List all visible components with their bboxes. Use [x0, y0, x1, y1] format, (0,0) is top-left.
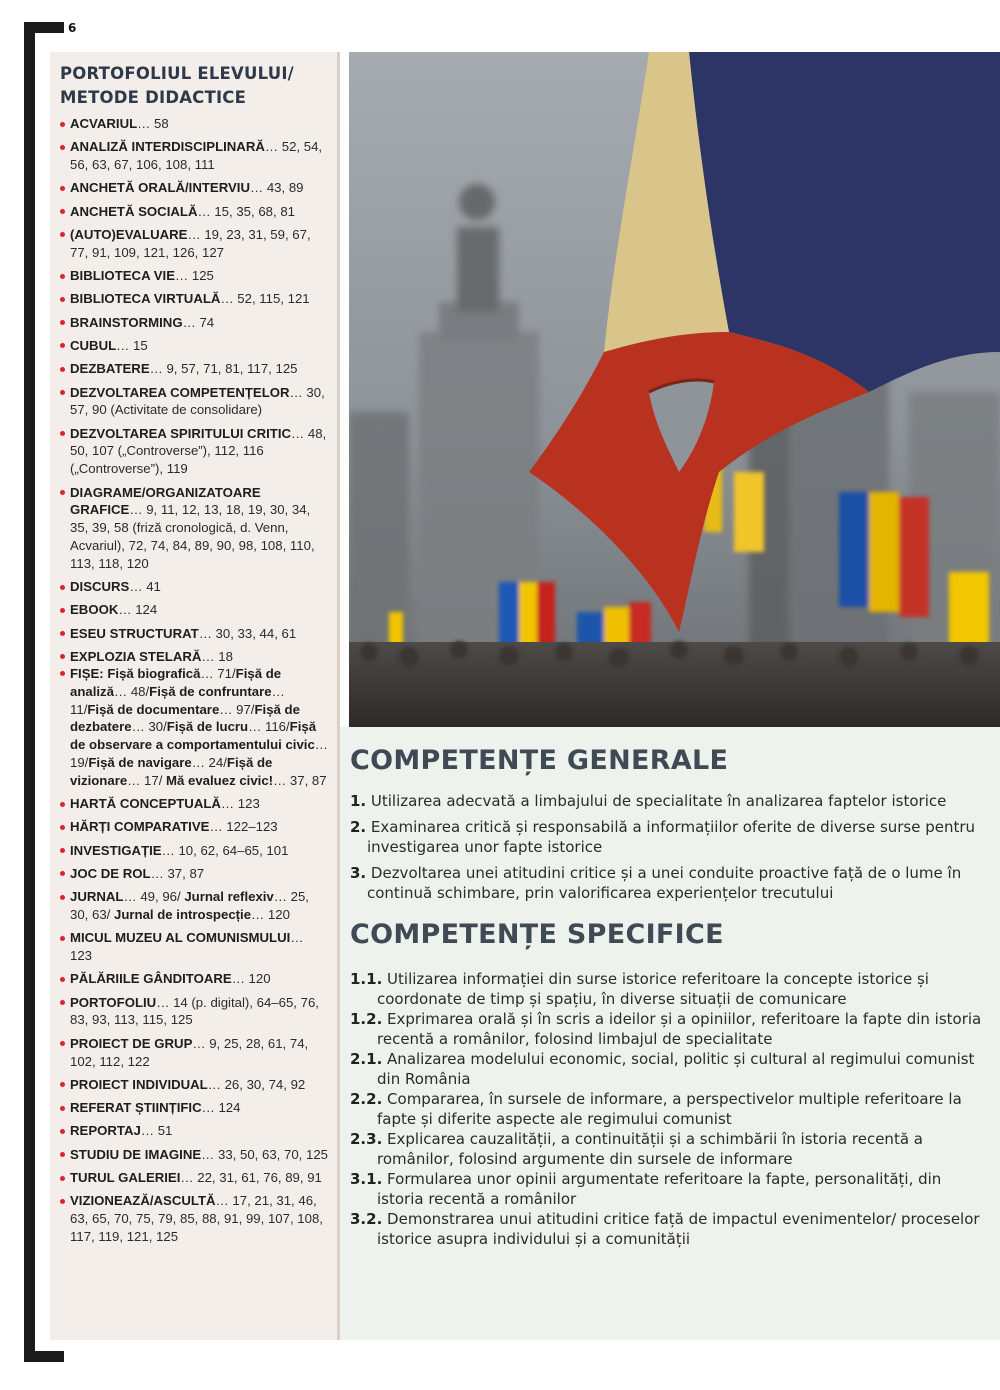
list-item — [60, 267, 329, 285]
method-term: PĂLĂRIILE GÂNDITOARE — [70, 971, 232, 987]
list-item — [60, 384, 329, 420]
method-pages: … 37, 87 — [150, 865, 205, 881]
competency-item — [350, 1009, 988, 1049]
list-item — [60, 484, 329, 573]
method-term: ANCHETĂ ORALĂ/INTERVIU — [70, 180, 250, 196]
list-item — [60, 888, 329, 924]
competency-item — [350, 1209, 988, 1249]
method-term: ESEU STRUCTURAT — [70, 625, 199, 641]
method-term: MICUL MUZEU AL COMUNISMULUI — [70, 930, 291, 946]
list-item — [60, 665, 329, 790]
method-pages: … 15, 35, 68, 81 — [197, 203, 295, 219]
method-subterm: Jurnal reflexiv — [184, 889, 274, 905]
competency-number: 1.2. — [350, 1010, 383, 1028]
method-pages: … 10, 62, 64–65, 101 — [161, 842, 289, 858]
list-item — [60, 1122, 329, 1140]
specific-competencies-list — [350, 969, 988, 1249]
competency-text: Utilizarea adecvată a limbajului de specialitate în analizarea faptelor istorice — [366, 792, 947, 810]
method-subterm: Fișă de lucru — [166, 719, 249, 735]
competency-number: 1. — [350, 792, 367, 810]
method-term: VIZIONEAZĂ/ASCULTĂ — [70, 1193, 216, 1209]
competency-item — [350, 863, 988, 903]
sidebar-title: PORTOFOLIUL ELEVULUI/ METODE DIDACTICE — [60, 64, 294, 107]
competency-item — [350, 1169, 988, 1209]
competency-number: 2. — [350, 818, 367, 836]
page-bracket-bottom — [24, 1351, 64, 1362]
competency-text: Dezvoltarea unei atitudini critice și a unei conduite proactive față de o lume în continuă schimbare, prin valorificarea experiențelor trecutului — [366, 864, 962, 902]
method-pages: … 17, 21, 31, 46, 63, 65, 70, 75, 79, 85, 88, 91, 99, 107, 108, 117, 119, 121, 125 — [70, 1193, 323, 1244]
list-item — [60, 601, 329, 619]
method-pages: … 48/ — [113, 683, 150, 699]
sidebar-methods — [50, 52, 340, 1340]
method-subterm: Fișă de observare a comportamentului civic — [70, 719, 317, 753]
method-term: BIBLIOTECA VIE — [70, 268, 176, 284]
list-item — [60, 994, 329, 1030]
list-item — [60, 425, 329, 478]
list-item — [60, 179, 329, 197]
method-pages: … 120 — [231, 971, 271, 987]
list-item — [60, 337, 329, 355]
method-pages: … 41 — [129, 579, 161, 595]
list-item — [60, 1035, 329, 1071]
method-term: FIȘE: — [70, 665, 104, 681]
list-item — [60, 203, 329, 221]
general-competencies-title: COMPETENȚE GENERALE — [350, 745, 729, 776]
method-term: (AUTO)EVALUARE — [70, 226, 188, 242]
method-pages: … 97/ — [219, 701, 255, 717]
list-item — [60, 625, 329, 643]
flag-crowd-photo — [349, 52, 1000, 727]
method-pages: … 25, 30, 63/ — [70, 889, 309, 922]
method-term: JOC DE ROL — [70, 865, 151, 881]
method-pages: … 15 — [116, 337, 148, 353]
competency-text: Demonstrarea unui atitudini critice față de impactul evenimentelor/ proceselor istorice asupra individului și a comunității — [377, 1210, 980, 1248]
list-item — [60, 1076, 329, 1094]
method-pages: … 22, 31, 61, 76, 89, 91 — [180, 1170, 322, 1186]
method-term: DEZBATERE — [70, 361, 150, 377]
list-item — [60, 1146, 329, 1164]
list-item — [60, 314, 329, 332]
method-term: PORTOFOLIU — [70, 994, 157, 1010]
list-item — [60, 648, 329, 665]
method-pages: … 48, 50, 107 („Controverse”), 112, 116 („Controverse”), 119 — [70, 425, 327, 477]
method-term: PROIECT INDIVIDUAL — [70, 1076, 208, 1092]
page-bracket-top — [24, 22, 64, 33]
method-term: ANCHETĂ SOCIALĂ — [70, 203, 198, 219]
method-term: DISCURS — [70, 579, 130, 595]
method-term: BRAINSTORMING — [70, 314, 183, 330]
method-subterm: Fișă de dezbatere — [70, 701, 300, 735]
competency-number: 2.1. — [350, 1050, 383, 1068]
method-pages: … 43, 89 — [250, 180, 304, 196]
method-pages: … 19/ — [70, 737, 328, 770]
method-pages: … 9, 57, 71, 81, 117, 125 — [149, 361, 298, 377]
page-bracket — [24, 22, 35, 1362]
list-item — [60, 578, 329, 596]
method-term: HARTĂ CONCEPTUALĂ — [70, 796, 221, 811]
competency-text: Compararea, în sursele de informare, a perspectivelor multiple referitoare la fapte și diferite aspecte ale regimului comunist — [377, 1090, 962, 1128]
method-term: PROIECT DE GRUP — [70, 1035, 193, 1051]
method-pages: … 24/ — [191, 754, 227, 770]
competency-text: Examinarea critică și responsabilă a informațiilor oferite de diverse surse pentru investigarea unor fapte istorice — [366, 818, 976, 856]
method-pages: … 120 — [251, 906, 290, 922]
competency-number: 2.2. — [350, 1090, 383, 1108]
method-pages: … 18 — [201, 648, 233, 664]
method-pages: … 52, 115, 121 — [220, 291, 310, 307]
method-term: TURUL GALERIEI — [70, 1170, 181, 1186]
method-pages: … 9, 11, 12, 13, 18, 19, 30, 34, 35, 39, 58 (friză cronologică, d. Venn, Acvariul), 72, 74, 84, 89, 90, 98, 108, 110, 113, 118, 120 — [70, 502, 315, 571]
competency-item — [350, 1049, 988, 1089]
methods-list — [60, 115, 329, 1246]
method-pages: … 58 — [137, 116, 169, 131]
method-pages: … 52, 54, 56, 63, 67, 106, 108, 111 — [70, 139, 323, 173]
method-term: REFERAT ȘTIINȚIFIC — [70, 1100, 202, 1116]
method-pages: … 30, 57, 90 (Activitate de consolidare) — [70, 384, 325, 418]
method-pages: … 125 — [175, 268, 214, 284]
method-term: BIBLIOTECA VIRTUALĂ — [70, 291, 221, 307]
competency-item — [350, 817, 988, 857]
competency-item — [350, 1129, 988, 1169]
competency-number: 2.3. — [350, 1130, 383, 1148]
method-pages: … 49, 96/ — [123, 889, 185, 905]
method-pages: … 17/ — [127, 772, 167, 788]
method-pages: … 51 — [140, 1123, 173, 1139]
method-subterm: Fișă de analiză — [70, 665, 282, 699]
method-pages: … 30/ — [131, 719, 167, 735]
competency-text: Utilizarea informației din surse istorice referitoare la concepte istorice și coordonate de timp și spațiu, în diverse situații de comunicare — [377, 970, 929, 1008]
method-pages: … 74 — [182, 314, 215, 330]
general-competencies-list — [350, 791, 988, 903]
method-term: DEZVOLTAREA SPIRITULUI CRITIC — [70, 425, 292, 441]
method-term: ANALIZĂ INTERDISCIPLINARĂ — [70, 139, 265, 155]
list-item — [60, 360, 329, 378]
list-item — [60, 115, 329, 133]
competency-text: Exprimarea orală și în scris a ideilor și a opiniilor, referitoare la fapte din istoria recentă a românilor, folosind limbajul de specialitate — [377, 1010, 982, 1048]
method-pages: … 116/ — [248, 719, 290, 735]
method-subterm: Fișă de documentare — [87, 701, 220, 717]
method-term: STUDIU DE IMAGINE — [70, 1146, 202, 1162]
method-subterm: Fișă biografică — [103, 665, 201, 681]
list-item — [60, 226, 329, 262]
method-pages: … 124 — [118, 602, 158, 618]
method-term: REPORTAJ — [70, 1123, 141, 1139]
specific-competencies-title: COMPETENȚE SPECIFICE — [350, 919, 724, 950]
list-item — [60, 842, 329, 860]
list-item — [60, 818, 329, 836]
competency-text: Explicarea cauzalității, a continuității și a schimbării în istoria recentă a românilor, folosind argumente din sursele de informare — [377, 1130, 923, 1168]
list-item — [60, 970, 329, 988]
list-item — [60, 138, 329, 174]
list-item — [60, 929, 329, 965]
competency-item — [350, 1089, 988, 1129]
method-pages: … 9, 25, 28, 61, 74, 102, 112, 122 — [70, 1035, 309, 1069]
method-term: EXPLOZIA STELARĂ — [70, 648, 202, 664]
method-subterm: Fișă de confruntare — [149, 683, 272, 699]
method-term: EBOOK — [70, 602, 119, 618]
method-pages: … 26, 30, 74, 92 — [207, 1076, 306, 1092]
method-pages: … 30, 33, 44, 61 — [198, 625, 297, 641]
list-item — [60, 795, 329, 813]
method-pages: … 124 — [201, 1100, 241, 1116]
method-term: DEZVOLTAREA COMPETENȚELOR — [70, 384, 290, 400]
method-pages: … 123 — [70, 930, 304, 964]
method-pages: … 122–123 — [209, 819, 278, 835]
competency-text: Analizarea modelului economic, social, politic și cultural al regimului comunist din România — [377, 1050, 975, 1088]
method-subterm: Fișă de navigare — [88, 754, 192, 770]
method-pages: … 14 (p. digital), 64–65, 76, 83, 93, 113, 115, 125 — [70, 994, 319, 1028]
page-number: 6 — [68, 21, 77, 35]
competencies-panel — [340, 727, 1000, 1340]
method-term: HĂRȚI COMPARATIVE — [70, 819, 210, 835]
competency-item — [350, 791, 988, 811]
method-subterm: Fișă de vizionare — [70, 754, 273, 788]
method-pages: … 123 — [220, 796, 260, 811]
method-term: JURNAL — [70, 889, 124, 905]
method-pages: … 71/ — [200, 665, 236, 681]
competency-item — [350, 969, 988, 1009]
method-pages: … 11/ — [70, 683, 285, 717]
list-item — [60, 1099, 329, 1117]
method-term: INVESTIGAȚIE — [70, 842, 162, 858]
method-subterm: Jurnal de introspecție — [114, 906, 252, 922]
list-item — [60, 865, 329, 883]
method-term: ACVARIUL — [70, 116, 138, 131]
competency-number: 3. — [350, 864, 367, 882]
list-item — [60, 290, 329, 308]
competency-number: 3.2. — [350, 1210, 383, 1228]
method-term: DIAGRAME/ORGANIZATOARE GRAFICE — [70, 484, 261, 518]
competency-number: 1.1. — [350, 970, 383, 988]
competency-number: 3.1. — [350, 1170, 383, 1188]
method-pages: … 19, 23, 31, 59, 67, 77, 91, 109, 121, 126, 127 — [70, 226, 311, 260]
method-pages: … 37, 87 — [273, 772, 327, 788]
method-subterm: Mă evaluez civic! — [166, 772, 274, 788]
competency-text: Formularea unor opinii argumentate referitoare la fapte, personalități, din istoria recentă a românilor — [377, 1170, 942, 1208]
list-item — [60, 1192, 329, 1245]
method-term: CUBUL — [70, 337, 117, 353]
method-pages: … 33, 50, 63, 70, 125 — [201, 1146, 328, 1162]
list-item — [60, 1169, 329, 1187]
